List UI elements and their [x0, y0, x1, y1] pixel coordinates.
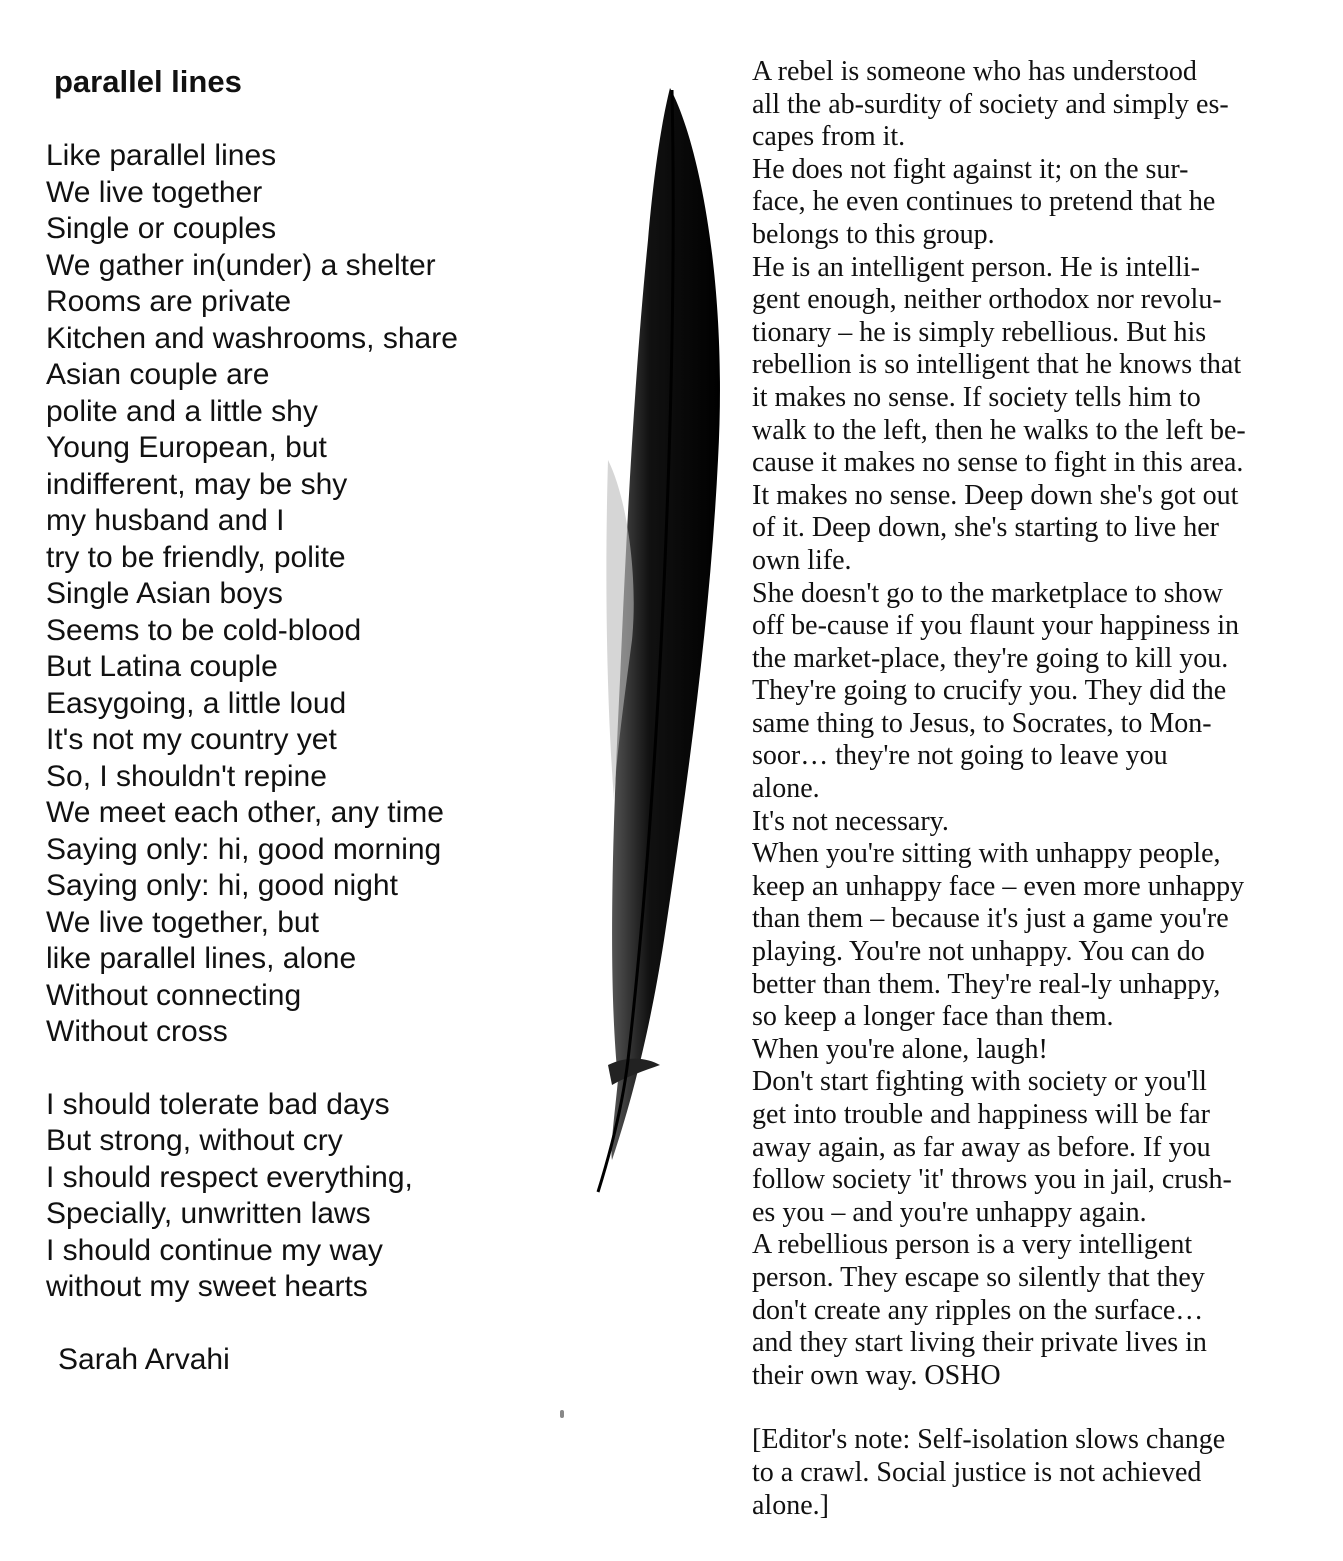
- essay-line: A rebel is someone who has understood: [752, 56, 1197, 87]
- poem-author: Sarah Arvahi: [58, 1342, 230, 1376]
- poem-line: try to be friendly, polite: [46, 540, 346, 574]
- poem-line: Asian couple are: [46, 358, 270, 391]
- poem-body: [46, 138, 566, 1378]
- poem-line: without my sweet hearts: [46, 1270, 368, 1303]
- essay-line: get into trouble and happiness will be far: [752, 1099, 1210, 1130]
- poem-line: Without connecting: [46, 978, 302, 1012]
- poem-line: polite and a little shy: [46, 394, 318, 428]
- poem-line: I should respect everything,: [46, 1160, 413, 1194]
- poem-line: my husband and I: [46, 504, 285, 537]
- feather-icon: [568, 80, 738, 1200]
- essay-line: all the ab-surdity of society and simply es-: [752, 88, 1229, 120]
- poem-line: Easygoing, a little loud: [46, 686, 347, 720]
- essay-line: keep an unhappy face – even more unhappy: [752, 870, 1245, 902]
- essay-line: walk to the left, then he walks to the left be-: [752, 414, 1246, 446]
- essay-line: He is an intelligent person. He is intelli-: [752, 251, 1200, 283]
- essay-line: don't create any ripples on the surface…: [752, 1294, 1204, 1326]
- essay-line: She doesn't go to the marketplace to show: [752, 577, 1223, 609]
- poem-stanza-2: [46, 1087, 566, 1306]
- poem-line: We meet each other, any time: [46, 796, 444, 829]
- poem-stanza-1: [46, 138, 566, 1051]
- poem-line: Without cross: [46, 1015, 228, 1048]
- poem-line: Single Asian boys: [46, 577, 283, 610]
- essay-line: the market-place, they're going to kill you.: [752, 642, 1229, 674]
- essay-line: better than them. They're real-ly unhappy,: [752, 968, 1221, 1000]
- poem-line: Rooms are private: [46, 285, 292, 318]
- essay-line: soor… they're not going to leave you: [752, 740, 1168, 772]
- essay-line: than them – because it's just a game you're: [752, 903, 1229, 935]
- essay-line: away again, as far away as before. If you: [752, 1131, 1211, 1163]
- essay-line: their own way. OSHO: [752, 1359, 1001, 1391]
- poem-title: parallel lines: [54, 64, 242, 99]
- essay-line: They're going to crucify you. They did the: [752, 675, 1227, 707]
- essay-line: rebellion is so intelligent that he knows that: [752, 349, 1242, 381]
- editor-note-line: to a crawl. Social justice is not achieved: [752, 1456, 1202, 1488]
- essay-line: gent enough, neither orthodox nor revolu-: [752, 284, 1222, 316]
- essay-line: face, he even continues to pretend that he: [752, 186, 1216, 218]
- poem-line: But strong, without cry: [46, 1124, 343, 1157]
- poem-line: We live together, but: [46, 905, 319, 939]
- essay-line: person. They escape so silently that they: [752, 1261, 1205, 1293]
- essay-line: playing. You're not unhappy. You can do: [752, 936, 1205, 968]
- essay-line: same thing to Jesus, to Socrates, to Mon-: [752, 707, 1212, 739]
- essay-line: es you – and you're unhappy again.: [752, 1196, 1147, 1228]
- essay-line: It makes no sense. Deep down she's got out: [752, 479, 1239, 511]
- poem-line: Specially, unwritten laws: [46, 1197, 371, 1230]
- editor-note-line: alone.]: [752, 1489, 829, 1521]
- essay-body: [752, 56, 1297, 1522]
- essay-line: and they start living their private lives in: [752, 1327, 1207, 1359]
- poem-line: Single or couples: [46, 212, 277, 245]
- poem-line: I should tolerate bad days: [46, 1087, 390, 1121]
- essay-line: it makes no sense. If society tells him to: [752, 381, 1201, 413]
- essay-line: A rebellious person is a very intelligent: [752, 1229, 1193, 1261]
- essay-line: belongs to this group.: [752, 218, 995, 250]
- essay-line: so keep a longer face than them.: [752, 1001, 1114, 1033]
- poem-line: Kitchen and washrooms, share: [46, 321, 458, 355]
- poem-line: indifferent, may be shy: [46, 467, 348, 501]
- essay-line: It's not necessary.: [752, 805, 949, 837]
- poem-line: It's not my country yet: [46, 723, 337, 756]
- essay-line: cause it makes no sense to fight in this area.: [752, 447, 1244, 479]
- essay-line: When you're sitting with unhappy people,: [752, 838, 1221, 870]
- poem-line: But Latina couple: [46, 650, 278, 683]
- essay-line: follow society 'it' throws you in jail, crush-: [752, 1164, 1232, 1196]
- poem-line: like parallel lines, alone: [46, 942, 357, 975]
- essay-line: alone.: [752, 773, 820, 805]
- essay-line: When you're alone, laugh!: [752, 1033, 1048, 1065]
- print-speck: [560, 1410, 564, 1418]
- editor-note-line: [Editor's note: Self-isolation slows change: [752, 1424, 1226, 1456]
- essay-line: own life.: [752, 544, 852, 576]
- essay-line: Don't start fighting with society or you'll: [752, 1066, 1207, 1098]
- essay-line: of it. Deep down, she's starting to live her: [752, 512, 1219, 544]
- essay-line: He does not fight against it; on the sur-: [752, 153, 1189, 185]
- poem-line: Like parallel lines: [46, 139, 277, 172]
- essay-line: capes from it.: [752, 121, 906, 153]
- poem-line: So, I shouldn't repine: [46, 759, 327, 793]
- editor-note: [752, 1424, 1297, 1522]
- poem-line: We live together: [46, 175, 263, 209]
- poem-line: We gather in(under) a shelter: [46, 248, 436, 282]
- poem-line: I should continue my way: [46, 1233, 383, 1267]
- essay-line: off be-cause if you flaunt your happiness in: [752, 610, 1240, 642]
- essay-line: tionary – he is simply rebellious. But his: [752, 316, 1207, 348]
- poem-line: Saying only: hi, good night: [46, 869, 398, 902]
- poem-line: Seems to be cold-blood: [46, 613, 362, 647]
- poem-line: Saying only: hi, good morning: [46, 832, 442, 866]
- essay-text: [752, 56, 1297, 1392]
- poem-line: Young European, but: [46, 431, 327, 464]
